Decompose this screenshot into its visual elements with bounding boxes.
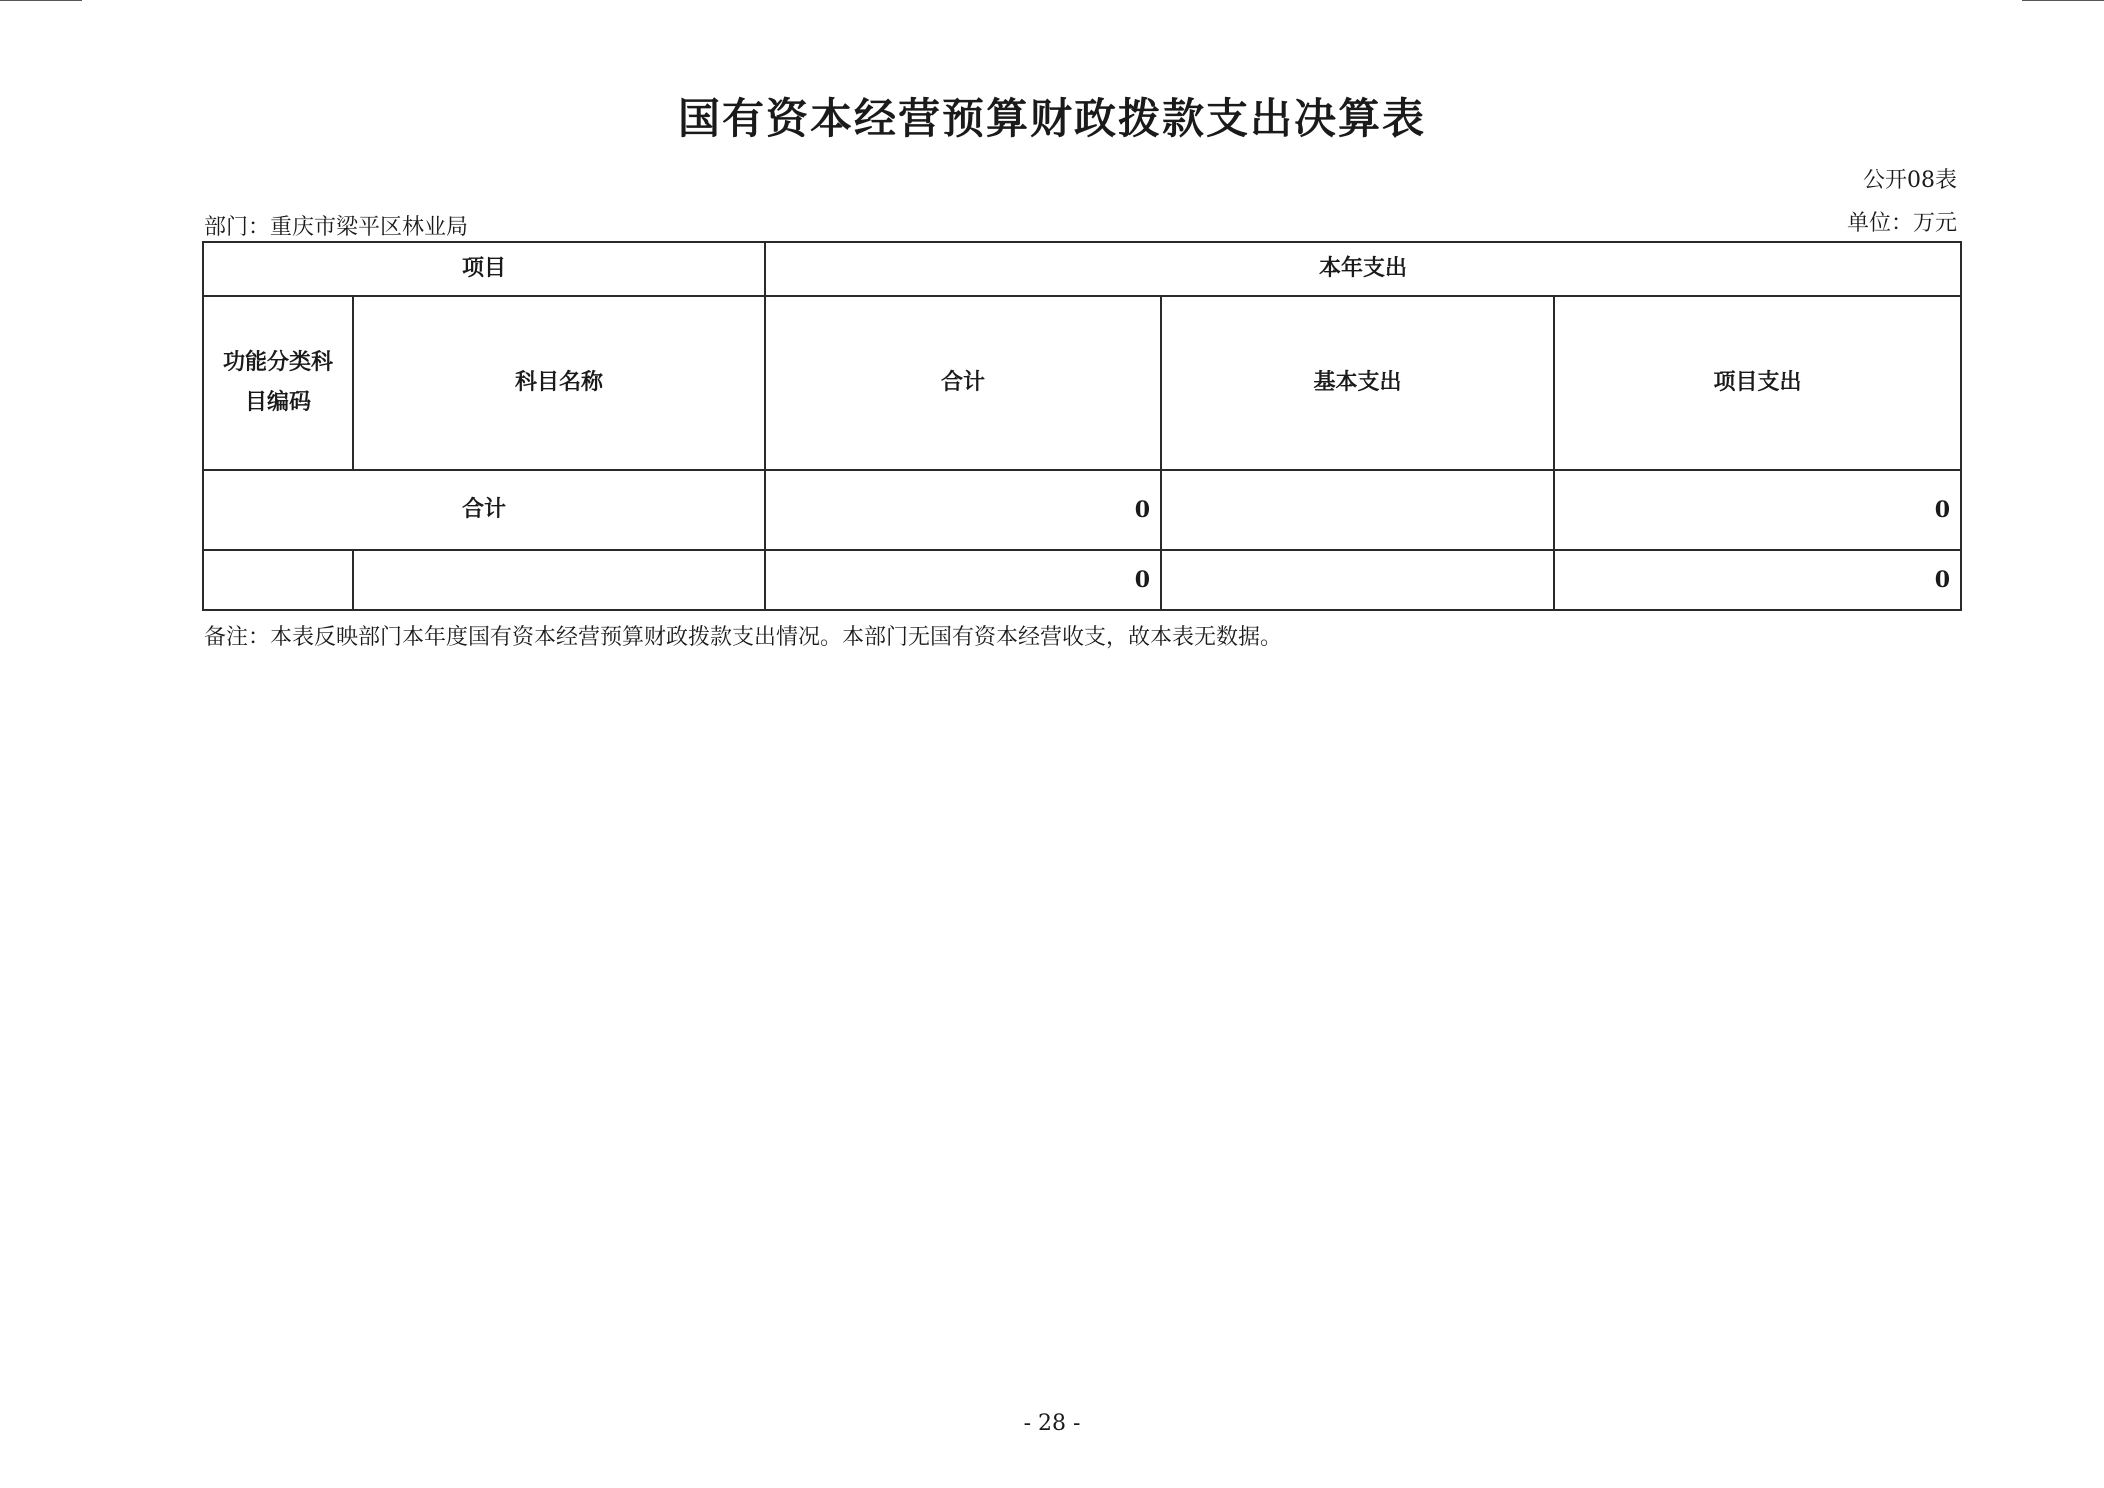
department-label: 部门：重庆市梁平区林业局: [204, 215, 469, 240]
data-row-code: [203, 550, 353, 610]
header-function-code: 功能分类科目编码: [203, 296, 353, 470]
header-subject-name: 科目名称: [353, 296, 765, 470]
data-row-name: [353, 550, 765, 610]
top-left-edge-line: [0, 0, 82, 1]
header-year-expense: 本年支出: [765, 242, 1961, 296]
header-total: 合计: [765, 296, 1161, 470]
form-number: 公开08表: [1863, 168, 1957, 193]
data-row-total: 0: [765, 550, 1161, 610]
table-note: 备注：本表反映部门本年度国有资本经营预算财政拨款支出情况。本部门无国有资本经营收支，故本表无数据。: [204, 625, 1283, 650]
table-row: [203, 550, 1961, 610]
top-right-edge-line: [2022, 0, 2104, 1]
table-subheader-row: [203, 296, 1961, 470]
header-item: 项目: [203, 242, 765, 296]
page-number: - 28 -: [1023, 1411, 1081, 1436]
total-row-basic: [1161, 470, 1554, 550]
expenditure-table: [202, 241, 1962, 611]
data-row-basic: [1161, 550, 1554, 610]
total-row-label: 合计: [203, 470, 765, 550]
page-title: 国有资本经营预算财政拨款支出决算表: [677, 94, 1426, 143]
data-row-project: 0: [1554, 550, 1961, 610]
header-project-expense: 项目支出: [1554, 296, 1961, 470]
unit-label: 单位：万元: [1846, 211, 1957, 236]
table-total-row: [203, 470, 1961, 550]
total-row-project: 0: [1554, 470, 1961, 550]
table-header-row: [203, 242, 1961, 296]
total-row-total: 0: [765, 470, 1161, 550]
header-basic-expense: 基本支出: [1161, 296, 1554, 470]
